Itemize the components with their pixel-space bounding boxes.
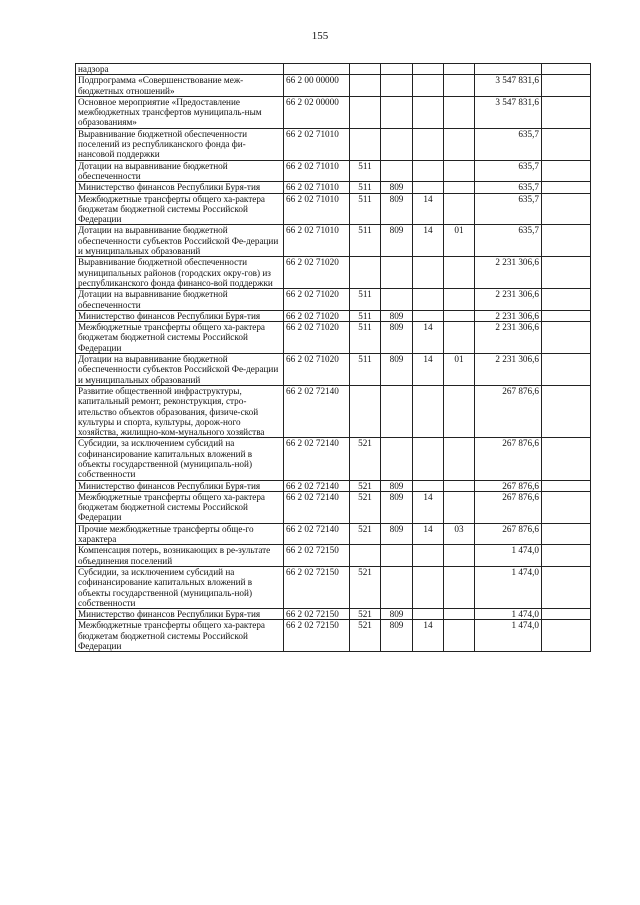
table-row bbox=[76, 182, 591, 193]
table-row bbox=[76, 128, 591, 160]
expense-type-code-cell bbox=[350, 96, 381, 128]
table-row bbox=[76, 96, 591, 128]
row-name-cell: Дотации на выравнивание бюджетной обеспеченности субъектов Российской Фе-дерации и муниципальных образований bbox=[76, 225, 284, 257]
extra-column-cell bbox=[542, 609, 591, 620]
administrator-code-cell bbox=[381, 438, 413, 480]
table-row bbox=[76, 523, 591, 545]
amount-cell: 635,7 bbox=[475, 160, 542, 182]
expense-type-code-cell: 521 bbox=[350, 523, 381, 545]
expense-type-code-cell: 511 bbox=[350, 160, 381, 182]
table-row bbox=[76, 354, 591, 386]
extra-column-cell bbox=[542, 354, 591, 386]
amount-cell: 2 231 306,6 bbox=[475, 354, 542, 386]
target-article-code-cell: 66 2 02 71010 bbox=[284, 182, 350, 193]
table-row bbox=[76, 64, 591, 75]
administrator-code-cell bbox=[381, 128, 413, 160]
administrator-code-cell bbox=[381, 257, 413, 289]
amount-cell: 2 231 306,6 bbox=[475, 322, 542, 354]
section-code-cell bbox=[413, 438, 444, 480]
expense-type-code-cell bbox=[350, 64, 381, 75]
section-code-cell: 14 bbox=[413, 523, 444, 545]
target-article-code-cell: 66 2 02 72150 bbox=[284, 545, 350, 567]
extra-column-cell bbox=[542, 385, 591, 437]
subsection-code-cell bbox=[444, 385, 475, 437]
section-code-cell bbox=[413, 182, 444, 193]
row-name-cell: Субсидии, за исключением субсидий на софинансирование капитальных вложений в объекты государственной (муниципаль-ной) собственности bbox=[76, 566, 284, 608]
expense-type-code-cell bbox=[350, 75, 381, 97]
extra-column-cell bbox=[542, 566, 591, 608]
extra-column-cell bbox=[542, 480, 591, 491]
extra-column-cell bbox=[542, 128, 591, 160]
expense-type-code-cell: 511 bbox=[350, 322, 381, 354]
section-code-cell: 14 bbox=[413, 620, 444, 652]
expense-type-code-cell: 511 bbox=[350, 310, 381, 321]
section-code-cell bbox=[413, 289, 444, 311]
row-name-cell: Министерство финансов Республики Буря-тия bbox=[76, 480, 284, 491]
extra-column-cell bbox=[542, 438, 591, 480]
amount-cell: 267 876,6 bbox=[475, 480, 542, 491]
amount-cell: 2 231 306,6 bbox=[475, 289, 542, 311]
amount-cell: 1 474,0 bbox=[475, 620, 542, 652]
expense-type-code-cell: 521 bbox=[350, 438, 381, 480]
table-row bbox=[76, 322, 591, 354]
amount-cell: 635,7 bbox=[475, 193, 542, 225]
amount-cell: 267 876,6 bbox=[475, 385, 542, 437]
subsection-code-cell bbox=[444, 310, 475, 321]
table-row bbox=[76, 75, 591, 97]
amount-cell: 635,7 bbox=[475, 225, 542, 257]
row-name-cell: Дотации на выравнивание бюджетной обеспеченности bbox=[76, 160, 284, 182]
page-number: 155 bbox=[311, 30, 329, 42]
subsection-code-cell bbox=[444, 64, 475, 75]
amount-cell bbox=[475, 64, 542, 75]
administrator-code-cell: 809 bbox=[381, 491, 413, 523]
row-name-cell: Развитие общественной инфраструктуры, капитальный ремонт, реконструкция, стро-ительство объектов образования, физиче-ской культуры и спорта, культуры, дорож-ного хозяйства, жилищно-ком-мунального хозяйства bbox=[76, 385, 284, 437]
subsection-code-cell bbox=[444, 566, 475, 608]
amount-cell: 1 474,0 bbox=[475, 609, 542, 620]
section-code-cell bbox=[413, 545, 444, 567]
section-code-cell: 14 bbox=[413, 322, 444, 354]
amount-cell: 3 547 831,6 bbox=[475, 96, 542, 128]
administrator-code-cell bbox=[381, 96, 413, 128]
subsection-code-cell bbox=[444, 182, 475, 193]
amount-cell: 3 547 831,6 bbox=[475, 75, 542, 97]
section-code-cell: 14 bbox=[413, 193, 444, 225]
administrator-code-cell bbox=[381, 289, 413, 311]
budget-table-body bbox=[76, 64, 591, 652]
target-article-code-cell: 66 2 02 71020 bbox=[284, 322, 350, 354]
subsection-code-cell: 03 bbox=[444, 523, 475, 545]
extra-column-cell bbox=[542, 160, 591, 182]
amount-cell: 1 474,0 bbox=[475, 566, 542, 608]
row-name-cell: Выравнивание бюджетной обеспеченности поселений из республиканского фонда фи-нансовой поддержки bbox=[76, 128, 284, 160]
administrator-code-cell: 809 bbox=[381, 193, 413, 225]
extra-column-cell bbox=[542, 322, 591, 354]
expense-type-code-cell: 521 bbox=[350, 609, 381, 620]
subsection-code-cell: 01 bbox=[444, 354, 475, 386]
row-name-cell: Дотации на выравнивание бюджетной обеспеченности субъектов Российской Фе-дерации и муниципальных образований bbox=[76, 354, 284, 386]
table-row bbox=[76, 310, 591, 321]
administrator-code-cell: 809 bbox=[381, 310, 413, 321]
section-code-cell bbox=[413, 75, 444, 97]
target-article-code-cell: 66 2 02 71010 bbox=[284, 128, 350, 160]
subsection-code-cell: 01 bbox=[444, 225, 475, 257]
row-name-cell: Министерство финансов Республики Буря-тия bbox=[76, 310, 284, 321]
expense-type-code-cell: 511 bbox=[350, 193, 381, 225]
expense-type-code-cell bbox=[350, 385, 381, 437]
section-code-cell bbox=[413, 128, 444, 160]
subsection-code-cell bbox=[444, 75, 475, 97]
table-row bbox=[76, 385, 591, 437]
extra-column-cell bbox=[542, 257, 591, 289]
extra-column-cell bbox=[542, 182, 591, 193]
expense-type-code-cell: 511 bbox=[350, 225, 381, 257]
target-article-code-cell: 66 2 02 72140 bbox=[284, 385, 350, 437]
target-article-code-cell: 66 2 02 71020 bbox=[284, 289, 350, 311]
administrator-code-cell: 809 bbox=[381, 523, 413, 545]
row-name-cell: Основное мероприятие «Предоставление межбюджетных трансфертов муниципаль-ным образованиям» bbox=[76, 96, 284, 128]
table-row bbox=[76, 438, 591, 480]
row-name-cell: Межбюджетные трансферты общего ха-рактера бюджетам бюджетной системы Российской Федерации bbox=[76, 193, 284, 225]
administrator-code-cell bbox=[381, 160, 413, 182]
expense-type-code-cell: 521 bbox=[350, 491, 381, 523]
administrator-code-cell bbox=[381, 75, 413, 97]
row-name-cell: Межбюджетные трансферты общего ха-рактера бюджетам бюджетной системы Российской Федерации bbox=[76, 322, 284, 354]
target-article-code-cell: 66 2 02 71010 bbox=[284, 193, 350, 225]
amount-cell: 267 876,6 bbox=[475, 438, 542, 480]
extra-column-cell bbox=[542, 289, 591, 311]
expense-type-code-cell: 521 bbox=[350, 620, 381, 652]
expense-type-code-cell: 511 bbox=[350, 182, 381, 193]
subsection-code-cell bbox=[444, 96, 475, 128]
administrator-code-cell bbox=[381, 566, 413, 608]
table-row bbox=[76, 289, 591, 311]
table-row bbox=[76, 491, 591, 523]
row-name-cell: Межбюджетные трансферты общего ха-рактера бюджетам бюджетной системы Российской Федерации bbox=[76, 620, 284, 652]
row-name-cell: Выравнивание бюджетной обеспеченности муниципальных районов (городских окру-гов) из республиканского фонда финансо-вой поддержки bbox=[76, 257, 284, 289]
table-row bbox=[76, 225, 591, 257]
row-name-cell: Субсидии, за исключением субсидий на софинансирование капитальных вложений в объекты государственной (муниципаль-ной) собственности bbox=[76, 438, 284, 480]
expense-type-code-cell: 511 bbox=[350, 289, 381, 311]
target-article-code-cell: 66 2 02 72150 bbox=[284, 609, 350, 620]
expense-type-code-cell bbox=[350, 545, 381, 567]
administrator-code-cell: 809 bbox=[381, 620, 413, 652]
target-article-code-cell: 66 2 02 00000 bbox=[284, 96, 350, 128]
extra-column-cell bbox=[542, 545, 591, 567]
section-code-cell bbox=[413, 257, 444, 289]
extra-column-cell bbox=[542, 75, 591, 97]
administrator-code-cell: 809 bbox=[381, 182, 413, 193]
extra-column-cell bbox=[542, 193, 591, 225]
administrator-code-cell: 809 bbox=[381, 225, 413, 257]
target-article-code-cell: 66 2 02 71020 bbox=[284, 310, 350, 321]
table-row bbox=[76, 257, 591, 289]
expense-type-code-cell: 511 bbox=[350, 354, 381, 386]
expense-type-code-cell: 521 bbox=[350, 566, 381, 608]
target-article-code-cell: 66 2 00 00000 bbox=[284, 75, 350, 97]
section-code-cell bbox=[413, 64, 444, 75]
table-row bbox=[76, 620, 591, 652]
administrator-code-cell: 809 bbox=[381, 322, 413, 354]
section-code-cell bbox=[413, 96, 444, 128]
subsection-code-cell bbox=[444, 289, 475, 311]
section-code-cell: 14 bbox=[413, 225, 444, 257]
amount-cell: 2 231 306,6 bbox=[475, 257, 542, 289]
extra-column-cell bbox=[542, 491, 591, 523]
amount-cell: 635,7 bbox=[475, 182, 542, 193]
target-article-code-cell: 66 2 02 71020 bbox=[284, 257, 350, 289]
extra-column-cell bbox=[542, 523, 591, 545]
table-row bbox=[76, 160, 591, 182]
subsection-code-cell bbox=[444, 160, 475, 182]
table-row bbox=[76, 545, 591, 567]
table-row bbox=[76, 193, 591, 225]
administrator-code-cell bbox=[381, 545, 413, 567]
amount-cell: 2 231 306,6 bbox=[475, 310, 542, 321]
table-row bbox=[76, 480, 591, 491]
subsection-code-cell bbox=[444, 257, 475, 289]
extra-column-cell bbox=[542, 225, 591, 257]
section-code-cell bbox=[413, 609, 444, 620]
administrator-code-cell bbox=[381, 64, 413, 75]
subsection-code-cell bbox=[444, 545, 475, 567]
subsection-code-cell bbox=[444, 322, 475, 354]
subsection-code-cell bbox=[444, 480, 475, 491]
section-code-cell: 14 bbox=[413, 354, 444, 386]
section-code-cell bbox=[413, 310, 444, 321]
subsection-code-cell bbox=[444, 128, 475, 160]
expense-type-code-cell bbox=[350, 257, 381, 289]
amount-cell: 267 876,6 bbox=[475, 491, 542, 523]
section-code-cell bbox=[413, 566, 444, 608]
row-name-cell: Министерство финансов Республики Буря-тия bbox=[76, 609, 284, 620]
extra-column-cell bbox=[542, 96, 591, 128]
amount-cell: 635,7 bbox=[475, 128, 542, 160]
table-row bbox=[76, 609, 591, 620]
administrator-code-cell bbox=[381, 385, 413, 437]
target-article-code-cell: 66 2 02 71010 bbox=[284, 160, 350, 182]
subsection-code-cell bbox=[444, 491, 475, 523]
subsection-code-cell bbox=[444, 609, 475, 620]
section-code-cell: 14 bbox=[413, 491, 444, 523]
target-article-code-cell: 66 2 02 71020 bbox=[284, 354, 350, 386]
administrator-code-cell: 809 bbox=[381, 480, 413, 491]
expense-type-code-cell bbox=[350, 128, 381, 160]
target-article-code-cell: 66 2 02 72140 bbox=[284, 438, 350, 480]
row-name-cell: надзора bbox=[76, 64, 284, 75]
row-name-cell: Прочие межбюджетные трансферты обще-го характера bbox=[76, 523, 284, 545]
extra-column-cell bbox=[542, 620, 591, 652]
target-article-code-cell: 66 2 02 72150 bbox=[284, 566, 350, 608]
target-article-code-cell: 66 2 02 72150 bbox=[284, 620, 350, 652]
amount-cell: 267 876,6 bbox=[475, 523, 542, 545]
target-article-code-cell bbox=[284, 64, 350, 75]
administrator-code-cell: 809 bbox=[381, 354, 413, 386]
subsection-code-cell bbox=[444, 620, 475, 652]
extra-column-cell bbox=[542, 310, 591, 321]
subsection-code-cell bbox=[444, 438, 475, 480]
expense-type-code-cell: 521 bbox=[350, 480, 381, 491]
amount-cell: 1 474,0 bbox=[475, 545, 542, 567]
section-code-cell bbox=[413, 480, 444, 491]
row-name-cell: Компенсация потерь, возникающих в ре-зультате объединения поселений bbox=[76, 545, 284, 567]
section-code-cell bbox=[413, 160, 444, 182]
row-name-cell: Подпрограмма «Совершенствование меж-бюджетных отношений» bbox=[76, 75, 284, 97]
section-code-cell bbox=[413, 385, 444, 437]
row-name-cell: Межбюджетные трансферты общего ха-рактера бюджетам бюджетной системы Российской Федерации bbox=[76, 491, 284, 523]
budget-table bbox=[75, 63, 591, 652]
administrator-code-cell: 809 bbox=[381, 609, 413, 620]
row-name-cell: Министерство финансов Республики Буря-тия bbox=[76, 182, 284, 193]
target-article-code-cell: 66 2 02 72140 bbox=[284, 523, 350, 545]
target-article-code-cell: 66 2 02 71010 bbox=[284, 225, 350, 257]
row-name-cell: Дотации на выравнивание бюджетной обеспеченности bbox=[76, 289, 284, 311]
subsection-code-cell bbox=[444, 193, 475, 225]
table-row bbox=[76, 566, 591, 608]
target-article-code-cell: 66 2 02 72140 bbox=[284, 480, 350, 491]
target-article-code-cell: 66 2 02 72140 bbox=[284, 491, 350, 523]
extra-column-cell bbox=[542, 64, 591, 75]
